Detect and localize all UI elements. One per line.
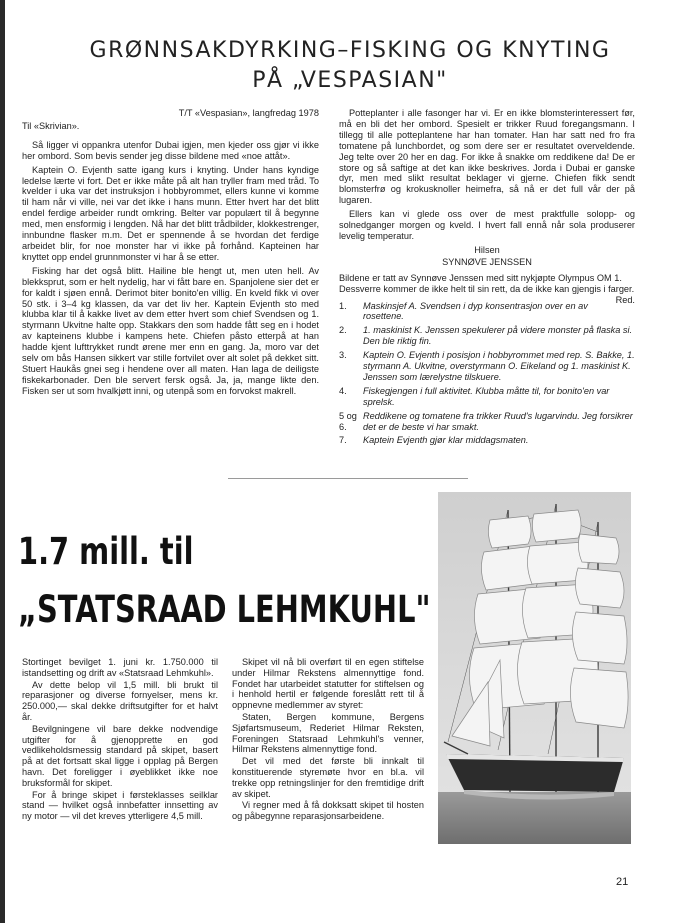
photo-caption: 2. 1. maskinist K. Jenssen spekulerer på videre monster på flaska si. Den ble riktig fin. [339, 325, 633, 347]
letter-paragraph: Kaptein O. Evjenth satte igang kurs i knyting. Under hans kyndige ledelse lærte vi fort. Det er ikke måte på alt han tryller fram med tråd. To kvelder i uka var det instruksjon i hobbyrommet, ellers kunne vi komme til ham når vi ville, nei var det ikke i hans munn. Etter hvert har det blitt endel ferdige arbeider rundt omkring. Belter var populært til å begynne med, men ensformig i lengden. Nå har det blitt trådbilder, klokkestrenger, innbundne flasker m.m. Det er spennende å se hvordan det ferdige arbeidet blir, for noe monster har vi ikke på forhånd. Kapteinen har knyttet opp endel grunnmonster vi har å se etter. [22, 164, 319, 262]
headline-line-2: PÅ „VESPASIAN" [252, 68, 448, 93]
letter-column-right [339, 108, 635, 449]
tall-ship-illustration [438, 492, 631, 844]
article-title-line-1: 1.7 mill. til [18, 530, 194, 573]
tall-ship-photo [438, 492, 631, 844]
headline-line-1: GRØNNSAKDYRKING–FISKING OG KNYTING [89, 38, 611, 63]
dateline: T/T «Vespasian», langfredag 1978 [178, 108, 319, 118]
photo-caption: 7. Kaptein Evjenth gjør klar middagsmaten. [339, 435, 529, 446]
letter-paragraph: Fisking har det også blitt. Hailine ble hengt ut, men uten hell. Av blekksprut, som er helt nydelig, har vi fått bare en. Spanjolene sier det er for kaldt i sjøen ennå. Derimot biter bonito'en villig. En kveld fikk vi over 50 stk. i 3–4 kg klassen, da var det liv her. Kaptein Evjenth sto med klubba klar til å kakke livet av dem etter hvert som chief Svendsen og 1. styrmann Ukvitne halte opp. Stakkars den som hadde fått seg en i hodet av kapteinens klubbe i kampens hete. Chiefen påsto etterpå at han hadde kjent lufttrykket rundt ørene mer enn en gang. Ja, moro var det selv om bås Hansen sikkert var stille fortvilet over alt solet på dekket sitt. Stuert Haukås gnei seg i hendene over all maten. Han laga de deiligste fiskekarbonader. Den ble servert fersk også. Ja, ja, mange likte den. Fisken ser ut som hvalkjøtt inni, og utenpå som en forvokst makrell. [22, 265, 319, 396]
letter-greeting: Hilsen [474, 244, 500, 255]
letter-paragraph: Så ligger vi oppankra utenfor Dubai igjen, men kjeder oss gjør vi ikke her ombord. Som bevis sender jeg disse bildene med «noe attåt». [22, 139, 319, 161]
sea [438, 792, 631, 844]
photo-caption: 4. Fiskegjengen i full aktivitet. Klubba måtte til, for bonito'en var sprelsk. [339, 385, 610, 407]
article-paragraph: Vi regner med å få dokksatt skipet til hosten og påbegynne reparasjonsarbeidene. [232, 800, 424, 822]
article-paragraph: Av dette belop vil 1,5 mill. bli brukt til reparasjoner og diverse fornyelser, mens kr. 250.000,— skal dekke driftsutgifter for et halvt år. [22, 679, 218, 722]
article-paragraph: Skipet vil nå bli overført til en egen stiftelse under Hilmar Rekstens almennyttige fond. Fondet har utarbeidet statutter for stiftelsen og i henhold hertil er følgende foreslått rett til å oppnevne medlemmer av styret: [232, 657, 424, 711]
photo-caption: 5 og 6. Reddikene og tomatene fra trikker Ruud's lugarvindu. Jeg forsikrer det er de beste vi har smakt. [339, 410, 633, 432]
article-paragraph: Det vil med det første bli innkalt til konstituerende styremøte hvor en bl.a. vil trekke opp retningslinjer for den fremtidige drift av skipet. [232, 756, 424, 799]
article-paragraph: For å bringe skipet i førsteklasses seilklar stand — hvilket også innbefatter innsetting av ny motor — vil det kreves ytterligere 4,5 mill. [22, 789, 218, 822]
letter-signature: SYNNØVE JENSSEN [442, 256, 532, 267]
article-title-line-2: „STATSRAAD LEHMKUHL" [18, 588, 431, 631]
letter-paragraph: Ellers kan vi glede oss over de mest praktfulle solopp- og solnedganger morgen og kveld. I hvert fall ennå når sola produserer levelig temperatur. [339, 209, 635, 241]
photo-note [339, 272, 635, 305]
editor-mark: Red. [615, 294, 635, 305]
photo-caption: 3. Kaptein O. Evjenth i posisjon i hobbyrommet med rep. S. Bakke, 1. styrmann A. Ukvitne, overstyrmann O. Eikeland og 1. maskinist K. Jenssen som lærelystne tilskuere. [339, 350, 635, 382]
photo-captions-list [339, 301, 635, 447]
article-column-left [22, 657, 218, 823]
page-number: 21 [616, 876, 629, 888]
letter-column-left [22, 108, 319, 400]
article-column-right [232, 657, 424, 823]
article-paragraph: Stortinget bevilget 1. juni kr. 1.750.000 til istandsetting og drift av «Statsraad Lehmkuhl». [22, 657, 218, 678]
section-divider [228, 478, 468, 479]
article-paragraph: Staten, Bergen kommune, Bergens Sjøfartsmuseum, Rederiet Hilmar Reksten, Foreningen Statsraad Lehmkuhl's venner, Hilmar Rekstens almennyttige fond. [232, 711, 424, 755]
letter-paragraph: Potteplanter i alle fasonger har vi. Er en ikke blomsterinteressert før, må en bli det her ombord. Spesielt er trikker Ruud foregangsmann. I tillegg til alle potteplantene har han tomater. Han har satt ned fro fra tomatene på lunchbordet, og som dere ser er resultatet overveldende. Jeg telte over 20 her en dag. For ikke å snakke om reddikene da! De er store og så saftige at det kan ikke beskrives. Jorda i Dubai er ganske dyr, men med slikt resultat beklager vi gjerne. Chiefen fikk sendt blomsterfrø og krokusknoller heimefra, så nå er det full vår der på lugaren. [339, 108, 635, 206]
photo-note-text: Bildene er tatt av Synnøve Jenssen med sitt nykjøpte Olympus OM 1. Dessverre kommer de ikke helt til sin rett, da de ikke kan gjengis i farger. [339, 272, 635, 294]
salutation: Til «Skrivian». [22, 120, 80, 131]
article-paragraph: Bevilgningene vil bare dekke nodvendige utgifter for å gjenopprette en god vedlikeholdsmessig standard på skipet, basert på at det fortsatt skal ligge i opplag på Bergen havn. Det foreligger i øyeblikket ikke noe bruksformål for skipet. [22, 723, 218, 788]
photo-caption: 1. Maskinsjef A. Svendsen i dyp konsentrasjon over en av rosettene. [339, 300, 588, 322]
page-edge-shadow [0, 0, 5, 923]
